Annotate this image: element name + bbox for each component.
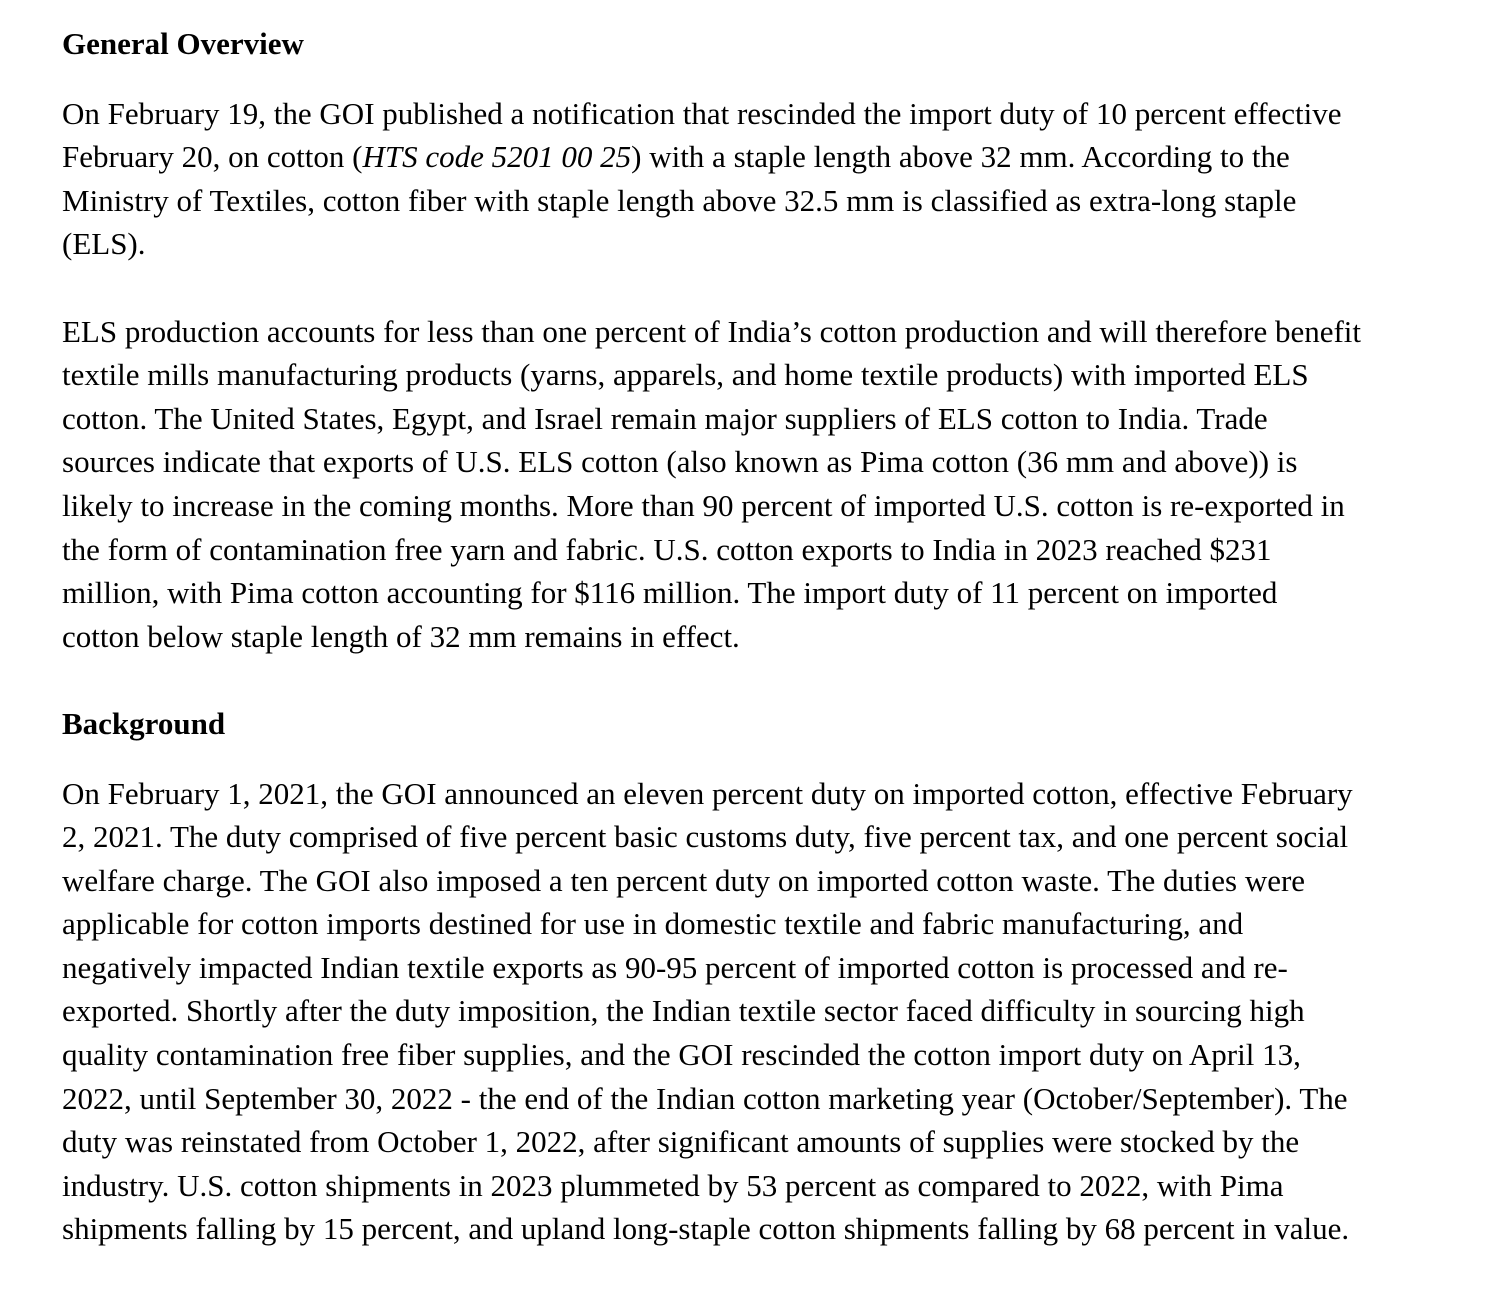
text-line: 2, 2021. The duty comprised of five percent basic customs duty, five percent tax, and one percent social xyxy=(62,819,1349,855)
text-line: the form of contamination free yarn and fabric. U.S. cotton exports to India in 2023 reached $231 xyxy=(62,531,1272,567)
text-line: industry. U.S. cotton shipments in 2023 plummeted by 53 percent as compared to 2022, with Pima xyxy=(62,1167,1284,1203)
text-line: February 20, on cotton (HTS code 5201 00 25) with a staple length above 32 mm. According to the xyxy=(62,139,1290,175)
document-body xyxy=(62,22,1462,1251)
text-line: On February 1, 2021, the GOI announced an eleven percent duty on imported cotton, effective February xyxy=(62,775,1353,811)
text-line: sources indicate that exports of U.S. ELS cotton (also known as Pima cotton (36 mm and above)) is xyxy=(62,444,1298,480)
text-line: (ELS). xyxy=(62,226,146,262)
paragraph-background-1 xyxy=(62,772,1462,1252)
text-line: quality contamination free fiber supplies, and the GOI rescinded the cotton import duty on April 13, xyxy=(62,1037,1301,1073)
text-line: Ministry of Textiles, cotton fiber with staple length above 32.5 mm is classified as extra-long staple xyxy=(62,182,1297,218)
text-line: textile mills manufacturing products (yarns, apparels, and home textile products) with imported ELS xyxy=(62,357,1309,393)
text-line: ELS production accounts for less than one percent of India’s cotton production and will therefore benefit xyxy=(62,313,1362,349)
text-line: 2022, until September 30, 2022 - the end of the Indian cotton marketing year (October/September). The xyxy=(62,1080,1348,1116)
text-line: exported. Shortly after the duty imposition, the Indian textile sector faced difficulty in sourcing high xyxy=(62,993,1305,1029)
text-line: million, with Pima cotton accounting for $116 million. The import duty of 11 percent on imported xyxy=(62,575,1278,611)
section-heading-background: Background xyxy=(62,705,226,741)
text-line: applicable for cotton imports destined for use in domestic textile and fabric manufacturing, and xyxy=(62,906,1244,942)
text-line: likely to increase in the coming months. More than 90 percent of imported U.S. cotton is re-exported in xyxy=(62,487,1345,523)
hts-code: HTS code 5201 00 25 xyxy=(362,139,632,175)
section-heading-general-overview: General Overview xyxy=(62,26,304,61)
paragraph-overview-2 xyxy=(62,310,1462,659)
text-line: cotton. The United States, Egypt, and Israel remain major suppliers of ELS cotton to India. Trade xyxy=(62,400,1268,436)
text-line: negatively impacted Indian textile exports as 90-95 percent of imported cotton is processed and re- xyxy=(62,949,1288,985)
text-line: welfare charge. The GOI also imposed a ten percent duty on imported cotton waste. The duties were xyxy=(62,862,1306,898)
text-line: shipments falling by 15 percent, and upland long-staple cotton shipments falling by 68 percent in value. xyxy=(62,1211,1350,1247)
text-line: On February 19, the GOI published a notification that rescinded the import duty of 10 percent effective xyxy=(62,95,1342,131)
text-line: duty was reinstated from October 1, 2022, after significant amounts of supplies were stocked by the xyxy=(62,1124,1300,1160)
paragraph-overview-1 xyxy=(62,92,1462,266)
text-line: cotton below staple length of 32 mm remains in effect. xyxy=(62,618,740,654)
